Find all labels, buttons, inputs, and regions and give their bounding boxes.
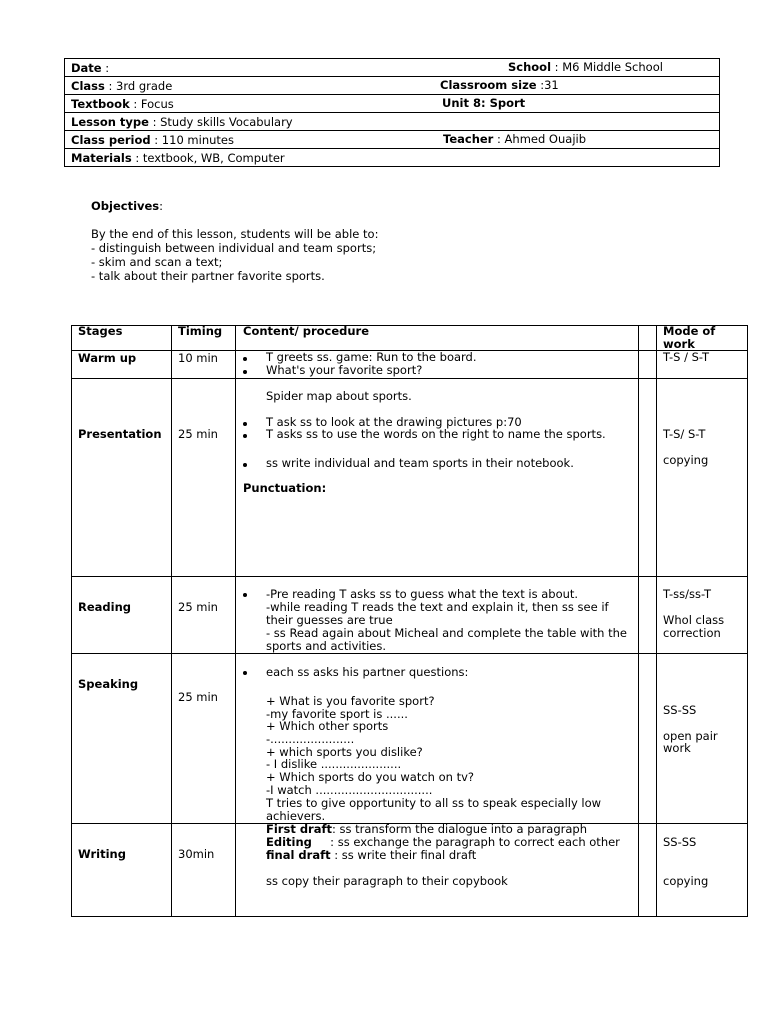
date-label: Date bbox=[71, 60, 102, 75]
reading-line-4: - ss Read again about Micheal and complete the table with the bbox=[266, 626, 627, 640]
reading-line-3: their guesses are true bbox=[266, 613, 393, 627]
period-value: : 110 minutes bbox=[150, 132, 234, 147]
col-header-stages: Stages bbox=[78, 324, 123, 338]
presentation-bullet-2: T asks ss to use the words on the right to name the sports. bbox=[266, 427, 606, 441]
objectives-colon: : bbox=[159, 199, 164, 213]
first-draft-label: First draft bbox=[266, 822, 332, 836]
mode-speaking-3: work bbox=[663, 741, 691, 755]
bullet-icon bbox=[243, 357, 247, 361]
stage-warmup: Warm up bbox=[78, 351, 137, 365]
mode-presentation-2: copying bbox=[663, 453, 709, 467]
textbook-label: Textbook bbox=[71, 96, 130, 111]
period-label: Class period bbox=[71, 132, 151, 147]
editing-text: : ss exchange the paragraph to correct each other bbox=[311, 835, 620, 849]
stage-speaking: Speaking bbox=[78, 677, 139, 691]
final-draft-label: final draft bbox=[266, 848, 331, 862]
col-header-content: Content/ procedure bbox=[243, 324, 370, 338]
bullet-icon bbox=[243, 463, 247, 467]
lesson-type-label: Lesson type bbox=[71, 114, 149, 129]
presentation-bullet-3: ss write individual and team sports in their notebook. bbox=[266, 456, 574, 470]
grid-line bbox=[171, 325, 172, 917]
date-value: : bbox=[101, 60, 110, 75]
bullet-icon bbox=[243, 671, 247, 675]
timing-reading: 25 min bbox=[178, 600, 218, 614]
class-value: : 3rd grade bbox=[104, 78, 173, 93]
first-draft-text: : ss transform the dialogue into a paragraph bbox=[331, 822, 587, 836]
bullet-icon bbox=[243, 422, 247, 426]
stage-reading: Reading bbox=[78, 600, 132, 614]
info-row-lesson-type bbox=[65, 113, 720, 131]
speaking-bullet: each ss asks his partner questions: bbox=[266, 665, 469, 679]
class-size-value: :31 bbox=[536, 78, 559, 92]
warmup-bullet-1: T greets ss. game: Run to the board. bbox=[266, 350, 477, 364]
grid-line bbox=[71, 653, 748, 654]
grid-line bbox=[747, 325, 748, 917]
stage-writing: Writing bbox=[78, 847, 126, 861]
speaking-line-10: achievers. bbox=[266, 809, 326, 823]
unit-field bbox=[442, 95, 525, 112]
info-row-textbook bbox=[65, 95, 720, 113]
info-row-date bbox=[65, 59, 720, 77]
grid-line bbox=[71, 325, 72, 917]
stage-presentation: Presentation bbox=[78, 427, 162, 441]
speaking-line-6: - I dislike ...................... bbox=[266, 757, 402, 771]
grid-line bbox=[638, 325, 639, 917]
class-label: Class bbox=[71, 78, 105, 93]
objectives-heading bbox=[91, 199, 378, 213]
warmup-bullet-2: What's your favorite sport? bbox=[266, 363, 423, 377]
writing-copy-line: ss copy their paragraph to their copybook bbox=[266, 874, 508, 888]
school-label: School bbox=[508, 60, 552, 74]
info-row-class bbox=[65, 77, 720, 95]
mode-reading-2: Whol class bbox=[663, 613, 725, 627]
mode-speaking-2: open pair bbox=[663, 729, 718, 743]
mode-reading-1: T-ss/ss-T bbox=[663, 587, 712, 601]
grid-line bbox=[71, 916, 748, 917]
objectives-intro: By the end of this lesson, students will be able to: bbox=[91, 227, 379, 241]
unit-label: Unit 8: Sport bbox=[442, 96, 526, 110]
teacher-label: Teacher bbox=[443, 132, 494, 146]
objective-item-1: - distinguish between individual and team sports; bbox=[91, 241, 377, 255]
objectives-title: Objectives bbox=[91, 199, 160, 213]
class-size-field bbox=[440, 77, 559, 94]
editing-label: Editing bbox=[266, 835, 312, 849]
grid-line bbox=[71, 325, 748, 326]
speaking-line-7: + Which sports do you watch on tv? bbox=[266, 770, 475, 784]
grid-line bbox=[71, 378, 748, 379]
info-row-period bbox=[65, 131, 720, 149]
bullet-icon bbox=[243, 370, 247, 374]
speaking-line-9: T tries to give opportunity to all ss to speak especially low bbox=[266, 796, 602, 810]
presentation-bullet-1: T ask ss to look at the drawing pictures p:70 bbox=[266, 415, 522, 429]
school-field bbox=[508, 59, 663, 76]
grid-line bbox=[656, 325, 657, 917]
info-row-materials bbox=[65, 149, 720, 167]
speaking-line-5: + which sports you dislike? bbox=[266, 745, 423, 759]
writing-final-draft bbox=[266, 849, 476, 862]
speaking-line-8: -I watch ................................ bbox=[266, 783, 433, 797]
mode-presentation-1: T-S/ S-T bbox=[663, 427, 706, 441]
lesson-info-table bbox=[64, 58, 720, 167]
school-value: : M6 Middle School bbox=[551, 60, 663, 74]
mode-writing-2: copying bbox=[663, 874, 709, 888]
grid-line bbox=[71, 576, 748, 577]
final-draft-text: : ss write their final draft bbox=[330, 848, 477, 862]
reading-line-5: sports and activities. bbox=[266, 639, 387, 653]
class-size-label: Classroom size bbox=[440, 78, 537, 92]
punctuation-heading: Punctuation: bbox=[243, 481, 327, 495]
materials-label: Materials bbox=[71, 150, 132, 165]
mode-speaking-1: SS-SS bbox=[663, 703, 697, 717]
teacher-field bbox=[443, 131, 586, 148]
mode-reading-3: correction bbox=[663, 626, 721, 640]
col-header-mode-1: Mode of bbox=[663, 324, 716, 338]
timing-speaking: 25 min bbox=[178, 690, 218, 704]
speaking-line-4: -....................... bbox=[266, 732, 355, 746]
col-header-timing: Timing bbox=[178, 324, 223, 338]
mode-warmup: T-S / S-T bbox=[663, 350, 710, 364]
speaking-line-3: + Which other sports bbox=[266, 719, 389, 733]
col-header-mode-2: work bbox=[663, 337, 695, 351]
timing-presentation: 25 min bbox=[178, 427, 218, 441]
reading-line-1: -Pre reading T asks ss to guess what the text is about. bbox=[266, 587, 579, 601]
speaking-line-2: -my favorite sport is ...... bbox=[266, 707, 408, 721]
speaking-line-1: + What is you favorite sport? bbox=[266, 694, 435, 708]
materials-value: : textbook, WB, Computer bbox=[131, 150, 285, 165]
reading-line-2: -while reading T reads the text and explain it, then ss see if bbox=[266, 600, 609, 614]
lesson-type-value: : Study skills Vocabulary bbox=[148, 114, 293, 129]
objective-item-2: - skim and scan a text; bbox=[91, 255, 223, 269]
objectives-section bbox=[91, 199, 378, 283]
timing-warmup: 10 min bbox=[178, 351, 218, 365]
timing-writing: 30min bbox=[178, 847, 215, 861]
bullet-icon bbox=[243, 593, 247, 597]
grid-line bbox=[235, 325, 236, 917]
objective-item-3: - talk about their partner favorite sports. bbox=[91, 269, 325, 283]
bullet-icon bbox=[243, 434, 247, 438]
presentation-intro: Spider map about sports. bbox=[266, 389, 412, 403]
textbook-value: : Focus bbox=[129, 96, 174, 111]
mode-writing-1: SS-SS bbox=[663, 835, 697, 849]
teacher-value: : Ahmed Ouajib bbox=[493, 132, 587, 146]
